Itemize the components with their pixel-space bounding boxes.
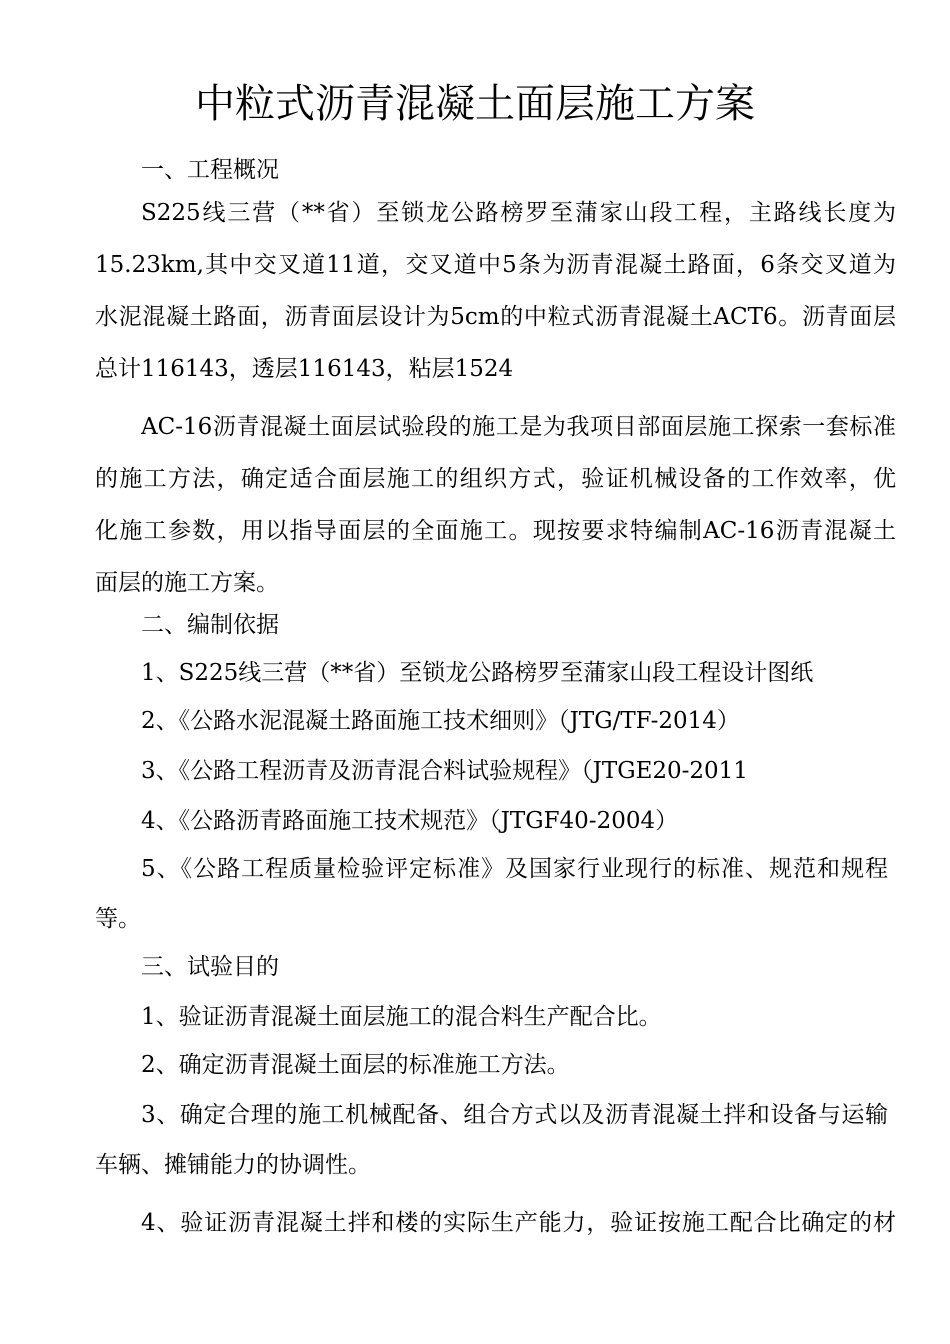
section-heading-3: 三、试验目的 <box>141 954 279 980</box>
list-item-basis-5-line-2: 等。 <box>95 906 141 932</box>
list-item-basis-2: 2、《公路水泥混凝土路面施工技术细则》（JTG/TF-2014） <box>141 708 740 734</box>
list-item-basis-1: 1、S225线三营（**省）至锁龙公路榜罗至蒲家山段工程设计图纸 <box>141 660 814 686</box>
document-title: 中粒式沥青混凝土面层施工方案 <box>195 81 755 127</box>
paragraph-2-line-4: 面层的施工方案。 <box>95 570 279 596</box>
list-item-purpose-4-line-1: 4、验证沥青混凝土拌和楼的实际生产能力，验证按施工配合比确定的材 <box>141 1210 896 1236</box>
section-heading-1: 一、工程概况 <box>141 157 279 183</box>
paragraph-1-line-1: S225线三营（**省）至锁龙公路榜罗至蒲家山段工程，主路线长度为 <box>141 200 896 226</box>
paragraph-1-line-2: 15.23km,其中交叉道11道，交叉道中5条为沥青混凝土路面，6条交叉道为 <box>95 252 896 278</box>
paragraph-2-line-2: 的施工方法，确定适合面层施工的组织方式，验证机械设备的工作效率，优 <box>95 466 896 492</box>
list-item-basis-4: 4、《公路沥青路面施工技术规范》（JTGF40-2004） <box>141 808 679 834</box>
paragraph-1-line-3: 水泥混凝土路面，沥青面层设计为5cm的中粒式沥青混凝土ACT6。沥青面层 <box>95 304 896 330</box>
paragraph-2-line-3: 化施工参数，用以指导面层的全面施工。现按要求特编制AC-16沥青混凝土 <box>95 518 896 544</box>
list-item-basis-3: 3、《公路工程沥青及沥青混合料试验规程》（JTGE20-2011 <box>141 758 748 784</box>
paragraph-2-line-1: AC-16沥青混凝土面层试验段的施工是为我项目部面层施工探索一套标准 <box>141 414 896 440</box>
section-heading-2: 二、编制依据 <box>141 612 279 638</box>
list-item-basis-5-line-1: 5、《公路工程质量检验评定标准》及国家行业现行的标准、规范和规程 <box>141 856 888 882</box>
list-item-purpose-1: 1、验证沥青混凝土面层施工的混合料生产配合比。 <box>141 1004 662 1030</box>
list-item-purpose-3-line-2: 车辆、摊铺能力的协调性。 <box>95 1152 371 1178</box>
list-item-purpose-3-line-1: 3、确定合理的施工机械配备、组合方式以及沥青混凝土拌和设备与运输 <box>141 1102 888 1128</box>
paragraph-1-line-4: 总计116143，透层116143，粘层1524 <box>95 356 514 382</box>
list-item-purpose-2: 2、确定沥青混凝土面层的标准施工方法。 <box>141 1052 570 1078</box>
